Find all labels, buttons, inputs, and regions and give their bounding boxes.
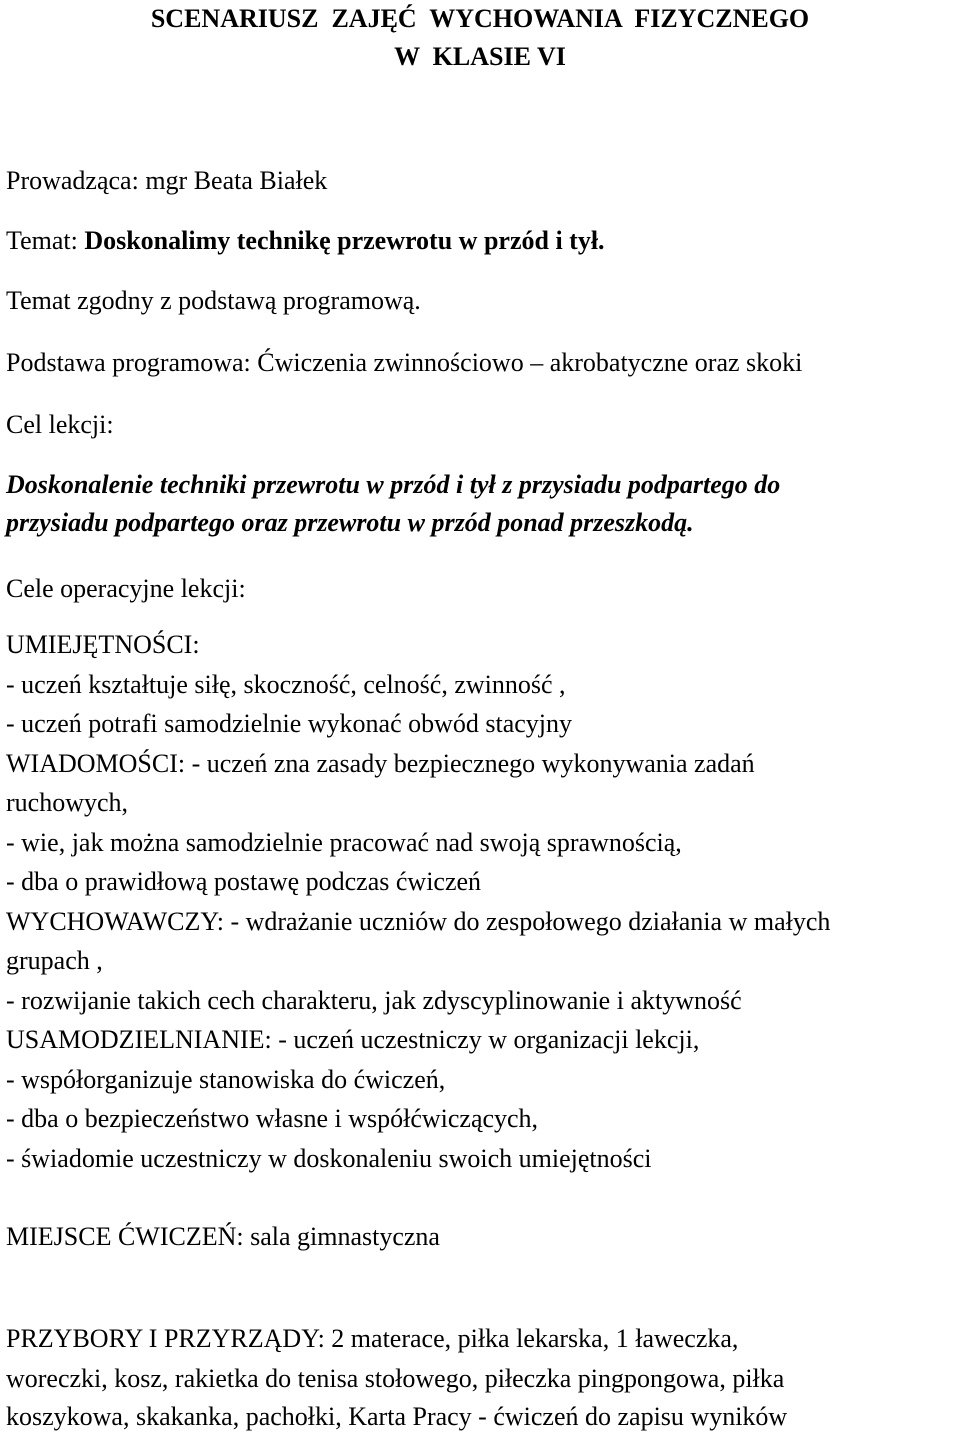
exercise-place: MIEJSCE ĆWICZEŃ: sala gimnastyczna <box>6 1222 440 1251</box>
operational-line: - dba o bezpieczeństwo własne i współćwiczących, <box>6 1104 539 1133</box>
operational-line: USAMODZIELNIANIE: - uczeń uczestniczy w organizacji lekcji, <box>6 1025 700 1054</box>
goal-label: Cel lekcji: <box>6 410 114 439</box>
operational-line: ruchowych, <box>6 788 129 817</box>
equipment-line: PRZYBORY I PRZYRZĄDY: 2 materace, piłka lekarska, 1 ławeczka, <box>6 1324 739 1353</box>
operational-line: - rozwijanie takich cech charakteru, jak zdyscyplinowanie i aktywność <box>6 986 742 1015</box>
document-title-line-2: W KLASIE VI <box>394 42 566 71</box>
operational-line: - uczeń potrafi samodzielnie wykonać obwód stacyjny <box>6 709 573 738</box>
goal-text-line-1: Doskonalenie techniki przewrotu w przód i tył z przysiadu podpartego do <box>6 470 781 499</box>
curriculum-basis: Podstawa programowa: Ćwiczenia zwinnościowo – akrobatyczne oraz skoki <box>6 348 803 377</box>
topic-note: Temat zgodny z podstawą programową. <box>6 286 421 315</box>
operational-line: UMIEJĘTNOŚCI: <box>6 630 200 659</box>
lead-teacher: Prowadząca: mgr Beata Białek <box>6 166 328 195</box>
goal-text-line-2: przysiadu podpartego oraz przewrotu w przód ponad przeszkodą. <box>6 508 694 537</box>
operational-line: grupach , <box>6 946 103 975</box>
operational-goals-label: Cele operacyjne lekcji: <box>6 574 246 603</box>
topic-value: Doskonalimy technikę przewrotu w przód i tył. <box>84 226 605 255</box>
topic <box>6 226 605 256</box>
operational-line: - dba o prawidłową postawę podczas ćwiczeń <box>6 867 482 896</box>
operational-line: - wie, jak można samodzielnie pracować nad swoją sprawnością, <box>6 828 682 857</box>
operational-line: - świadomie uczestniczy w doskonaleniu swoich umiejętności <box>6 1144 652 1173</box>
operational-line: WIADOMOŚCI: - uczeń zna zasady bezpiecznego wykonywania zadań <box>6 749 755 778</box>
document-title-line-1: SCENARIUSZ ZAJĘĆ WYCHOWANIA FIZYCZNEGO <box>150 4 810 33</box>
operational-line: - uczeń kształtuje siłę, skoczność, celność, zwinność , <box>6 670 566 699</box>
operational-line: WYCHOWAWCZY: - wdrażanie uczniów do zespołowego działania w małych <box>6 907 831 936</box>
topic-label: Temat: <box>6 226 85 255</box>
equipment-line: woreczki, kosz, rakietka do tenisa stołowego, piłeczka pingpongowa, piłka <box>6 1364 785 1393</box>
operational-line: - współorganizuje stanowiska do ćwiczeń, <box>6 1065 446 1094</box>
equipment-line: koszykowa, skakanka, pachołki, Karta Pracy - ćwiczeń do zapisu wyników <box>6 1402 788 1431</box>
